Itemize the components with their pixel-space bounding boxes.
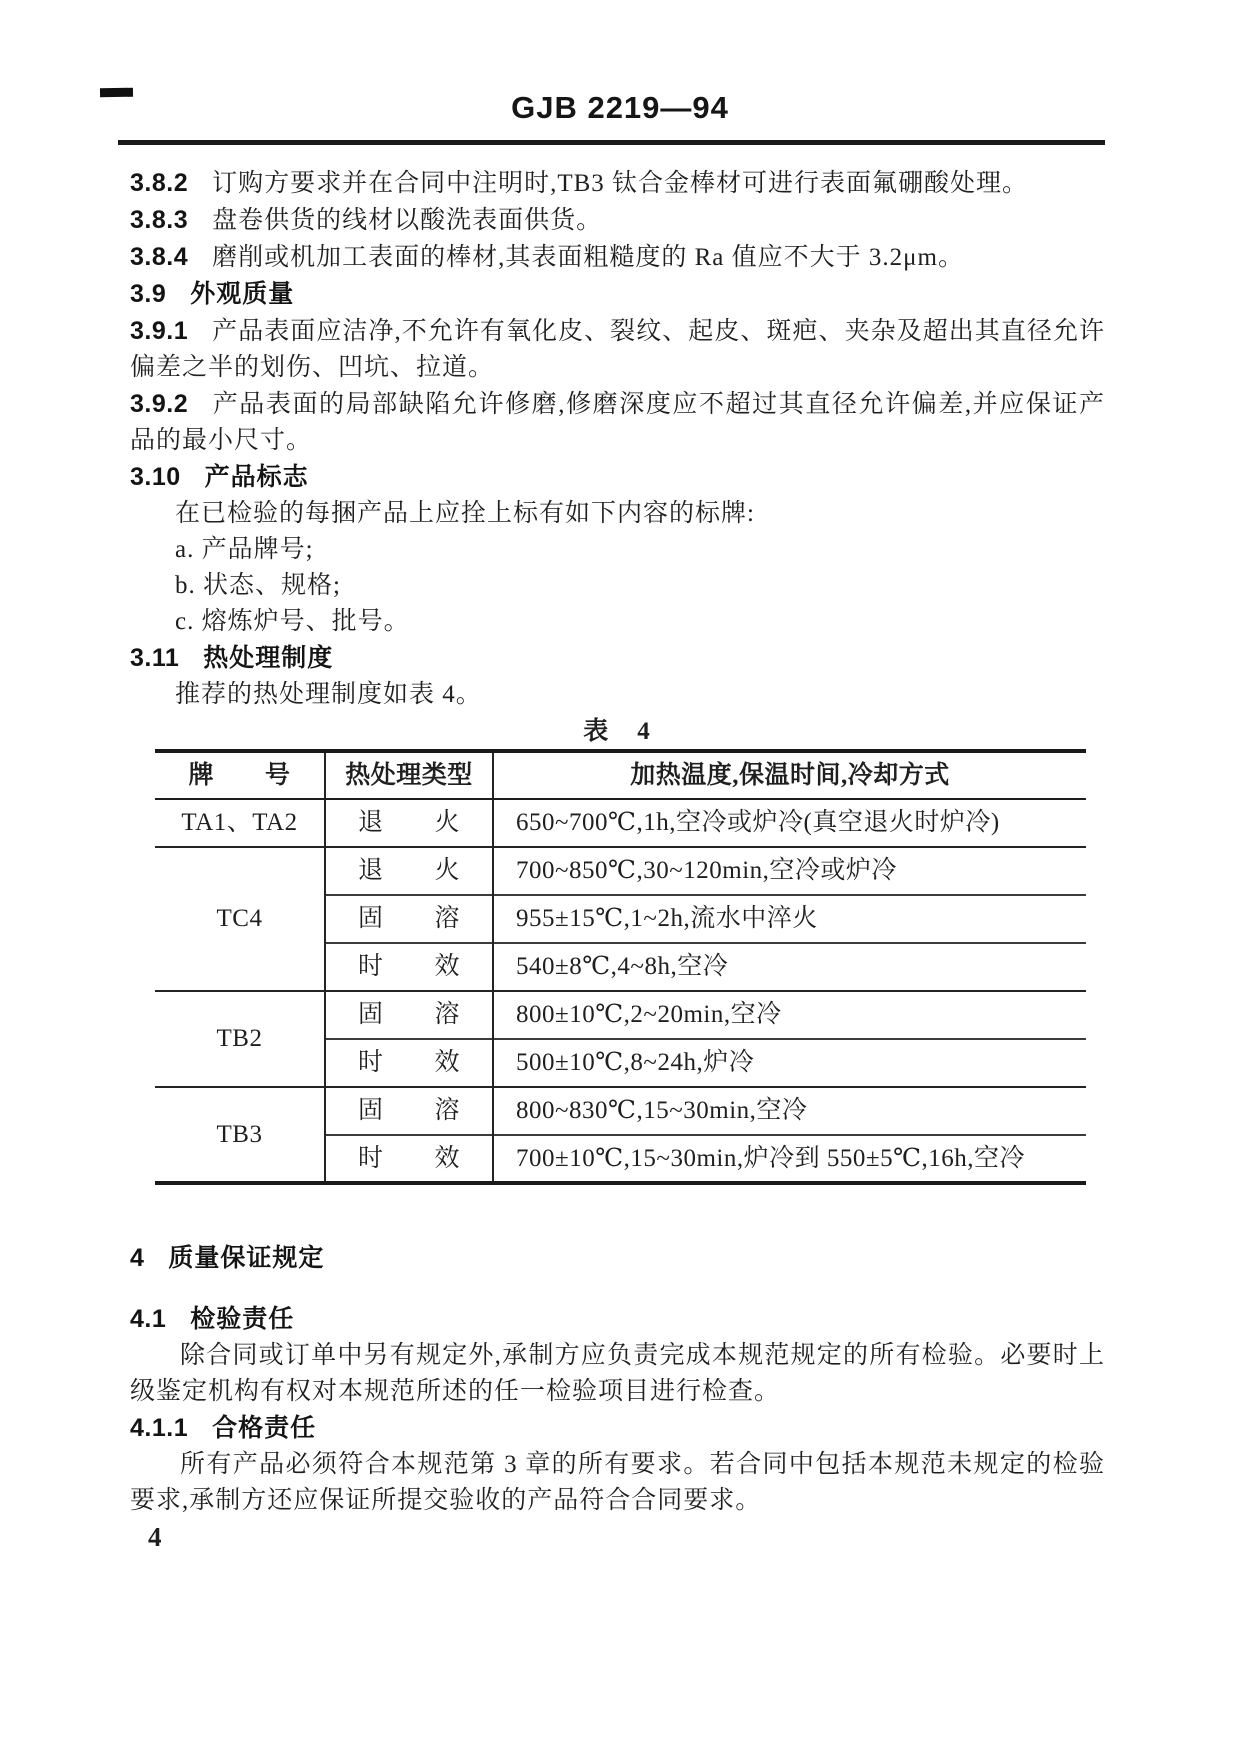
clause-number: 3.11 xyxy=(130,644,180,672)
regime-cell: 500±10℃,8~24h,炉冷 xyxy=(493,1039,1086,1087)
clause-number: 4.1 xyxy=(130,1305,167,1333)
marking-item-a: a. 产品牌号; xyxy=(175,536,314,563)
regime-cell: 540±8℃,4~8h,空冷 xyxy=(493,943,1086,991)
clause-text: 产品表面应洁净,不允许有氧化皮、裂纹、起皮、斑疤、夹杂及超出其直径允许偏差之半的划伤、凹坑、拉道。 xyxy=(130,318,1105,381)
clause-number: 4 xyxy=(130,1244,145,1272)
heading-3-10 xyxy=(130,459,1105,496)
marking-intro: 在已检验的每捆产品上应拴上标有如下内容的标牌: xyxy=(175,500,755,527)
marking-item-c: c. 熔炼炉号、批号。 xyxy=(175,608,410,635)
regime-cell: 650~700℃,1h,空冷或炉冷(真空退火时炉冷) xyxy=(493,799,1086,847)
page-body xyxy=(130,165,1105,1555)
clause-number: 3.9.2 xyxy=(130,390,189,418)
heading-text: 检验责任 xyxy=(190,1305,295,1333)
clause-text: 盘卷供货的线材以酸洗表面供货。 xyxy=(212,207,603,234)
conformance-responsibility-para: 所有产品必须符合本规范第 3 章的所有要求。若合同中包括本规范未规定的检验要求,承制方还应保证所提交验收的产品符合合同要求。 xyxy=(130,1451,1105,1514)
clause-number: 3.8.2 xyxy=(130,169,189,197)
heat-treatment-note: 推荐的热处理制度如表 4。 xyxy=(175,681,482,708)
col-header-regime: 加热温度,保温时间,冷却方式 xyxy=(493,751,1086,799)
treatment-type-cell: 时 效 xyxy=(325,943,493,991)
table-row xyxy=(155,1087,1086,1135)
inspection-responsibility-para: 除合同或订单中另有规定外,承制方应负责完成本规范规定的所有检验。必要时上级鉴定机构有权对本规范所述的任一检验项目进行检查。 xyxy=(130,1342,1105,1405)
clause-3-9-1 xyxy=(130,313,1105,386)
col-header-brand: 牌 号 xyxy=(155,751,325,799)
treatment-type-cell: 退 火 xyxy=(325,847,493,895)
clause-number: 3.10 xyxy=(130,463,181,491)
heading-3-11 xyxy=(130,640,1105,677)
clause-number: 3.9 xyxy=(130,280,167,308)
heading-text: 热处理制度 xyxy=(203,644,334,672)
header-rule xyxy=(118,140,1105,145)
regime-cell: 700±10℃,15~30min,炉冷到 550±5℃,16h,空冷 xyxy=(493,1135,1086,1183)
heading-4-1 xyxy=(130,1301,1105,1338)
clause-number: 3.8.3 xyxy=(130,206,189,234)
treatment-type-cell: 固 溶 xyxy=(325,1087,493,1135)
heading-3-9 xyxy=(130,276,1105,313)
clause-text: 磨削或机加工表面的棒材,其表面粗糙度的 Ra 值应不大于 3.2μm。 xyxy=(212,244,964,271)
brand-cell: TB3 xyxy=(155,1087,325,1183)
marking-item-b: b. 状态、规格; xyxy=(175,572,341,599)
clause-3-9-2 xyxy=(130,386,1105,459)
heading-text: 合格责任 xyxy=(212,1414,317,1442)
heading-text: 外观质量 xyxy=(190,280,295,308)
regime-cell: 955±15℃,1~2h,流水中淬火 xyxy=(493,895,1086,943)
heading-text: 质量保证规定 xyxy=(168,1244,325,1272)
col-header-type: 热处理类型 xyxy=(325,751,493,799)
table-caption: 表 4 xyxy=(583,718,652,745)
clause-number: 3.9.1 xyxy=(130,317,189,345)
page-number: 4 xyxy=(148,1522,163,1552)
clause-3-8-2 xyxy=(130,165,1105,202)
treatment-type-cell: 时 效 xyxy=(325,1135,493,1183)
table-header-row xyxy=(155,751,1086,799)
clause-text: 产品表面的局部缺陷允许修磨,修磨深度应不超过其直径允许偏差,并应保证产品的最小尺寸。 xyxy=(130,391,1105,454)
brand-cell: TC4 xyxy=(155,847,325,991)
standard-code: GJB 2219—94 xyxy=(511,90,729,125)
clause-text: 订购方要求并在合同中注明时,TB3 钛合金棒材可进行表面氟硼酸处理。 xyxy=(212,170,1029,197)
regime-cell: 800~830℃,15~30min,空冷 xyxy=(493,1087,1086,1135)
heading-4 xyxy=(130,1240,1105,1277)
treatment-type-cell: 固 溶 xyxy=(325,895,493,943)
clause-number: 4.1.1 xyxy=(130,1414,189,1442)
heading-4-1-1 xyxy=(130,1410,1105,1447)
table-row xyxy=(155,799,1086,847)
brand-cell: TA1、TA2 xyxy=(155,799,325,847)
table-row xyxy=(155,991,1086,1039)
brand-cell: TB2 xyxy=(155,991,325,1087)
table-row xyxy=(155,847,1086,895)
table-4 xyxy=(155,749,1086,1185)
treatment-type-cell: 时 效 xyxy=(325,1039,493,1087)
heading-text: 产品标志 xyxy=(204,463,309,491)
clause-number: 3.8.4 xyxy=(130,243,189,271)
treatment-type-cell: 固 溶 xyxy=(325,991,493,1039)
regime-cell: 800±10℃,2~20min,空冷 xyxy=(493,991,1086,1039)
clause-3-8-4 xyxy=(130,239,1105,276)
treatment-type-cell: 退 火 xyxy=(325,799,493,847)
clause-3-8-3 xyxy=(130,202,1105,239)
regime-cell: 700~850℃,30~120min,空冷或炉冷 xyxy=(493,847,1086,895)
